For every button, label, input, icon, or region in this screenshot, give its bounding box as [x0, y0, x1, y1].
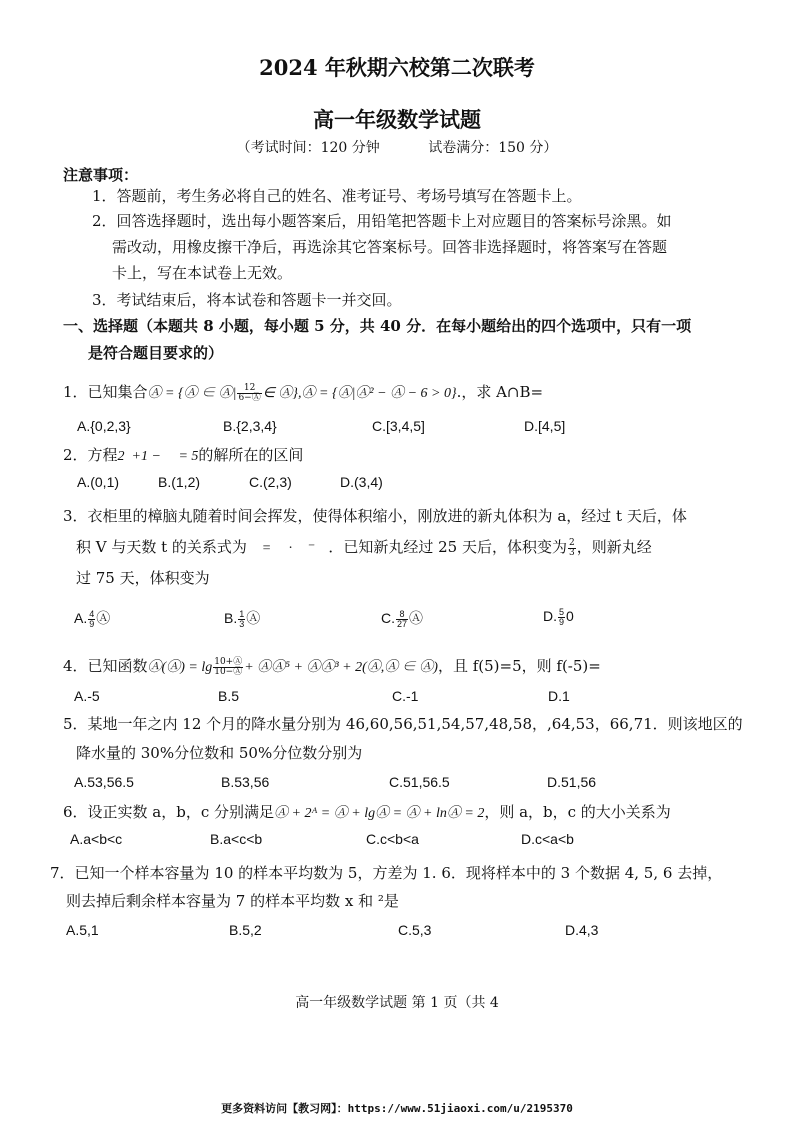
q1-frac-den: 6−Ⓐ [238, 392, 261, 403]
q1-frac-num: 12 [237, 384, 261, 394]
q3-opt-d-den: 9 [559, 617, 565, 627]
page-footer: 高一年级数学试题 第 1 页（共 4 [295, 995, 499, 1011]
q6-option-d: D.c<a<b [521, 831, 574, 847]
q4-option-b: B.5 [218, 688, 240, 704]
q3-opt-b-tail: Ⓐ [246, 610, 261, 626]
q6-option-a: A.a<b<c [70, 831, 123, 847]
q4-option-d: D.1 [548, 688, 570, 704]
q3-option-a [74, 608, 110, 629]
exam-subtitle: 高一年级数学试题 [313, 107, 481, 132]
q3-opt-c-den: 27 [397, 618, 408, 629]
q1-suffix: .，求 A∩B= [456, 383, 544, 401]
q5-option-b: B.53,56 [221, 774, 270, 790]
q3-opt-b-label: B. [224, 610, 238, 626]
q4-fraction [213, 658, 243, 677]
notice-item: 2．回答选择题时，选出每小题答案后，用铅笔把答题卡上对应题目的答案标号涂黑。如 [92, 212, 672, 230]
q2-suffix: 的解所在的区间 [198, 446, 304, 464]
q1-option-c: C.[3,4,5] [372, 418, 425, 434]
question-3: 3．衣柜里的樟脑丸随着时间会挥发，使得体积缩小，刚放进的新丸体积为 a，经过 t 天后，体 [63, 507, 687, 525]
question-2 [63, 444, 303, 465]
q3-opt-c-num: 8 [396, 610, 408, 620]
q1-option-a: A.{0,2,3} [77, 418, 131, 434]
q7-option-d: D.4,3 [565, 922, 599, 938]
q3-option-b [224, 608, 260, 629]
q3-frac-den: 3 [568, 547, 575, 558]
q3-text-c: ，则新丸经 [576, 538, 652, 556]
q4-frac-den: 10−Ⓐ [214, 666, 243, 677]
q3-opt-a-num: 4 [89, 608, 95, 619]
q3-opt-b-den: 3 [239, 618, 245, 629]
q3-opt-c-frac [396, 610, 408, 629]
q3-fraction [568, 539, 576, 558]
exam-time: （考试时间：120 分钟 [236, 140, 380, 156]
q6-prefix: 6．设正实数 a，b，c 分别满足 [63, 803, 275, 821]
q6-option-b: B.a<c<b [210, 831, 263, 847]
q3-opt-c-tail: Ⓐ [409, 610, 424, 626]
q2-option-c: C.(2,3) [249, 474, 292, 490]
q2-math: 2 +1 − = 5 [117, 449, 199, 464]
q3-math: = · ⁻ [261, 541, 314, 556]
q3-opt-d-num: 5 [559, 607, 565, 617]
q3-opt-d-frac [558, 608, 565, 627]
q7-option-b: B.5,2 [229, 922, 262, 938]
notice-item: 卡上，写在本试卷上无效。 [112, 264, 293, 282]
q4-math-b: + ⒶⒶ⁵ + ⒶⒶ³ + 2(Ⓐ,Ⓐ ∈ Ⓐ) [244, 660, 438, 675]
q5-option-c: C.51,56.5 [389, 774, 450, 790]
q5-option-a: A.53,56.5 [74, 774, 134, 790]
q3-opt-c-label: C. [381, 610, 395, 626]
q3-opt-d-label: D. [543, 608, 557, 625]
notice-item: 3．考试结束后，将本试卷和答题卡一并交回。 [92, 291, 402, 309]
q4-option-c: C.-1 [392, 688, 419, 704]
q4-frac-num: 10+Ⓐ [214, 656, 243, 667]
exam-title: 2024 年秋期六校第二次联考 [259, 55, 535, 80]
q5-option-d: D.51,56 [547, 774, 597, 790]
question-3-line2 [76, 536, 652, 558]
q1-prefix: 1．已知集合 [63, 383, 148, 401]
q7-option-a: A.5,1 [66, 922, 99, 938]
q4-prefix: 4．已知函数 [63, 657, 148, 675]
exam-info [0, 137, 794, 157]
notice-item: 需改动，用橡皮擦干净后，再选涂其它答案标号。回答非选择题时，将答案写在答题 [112, 238, 668, 256]
notice-item: 1．答题前，考生务必将自己的姓名、准考证号、考场号填写在答题卡上。 [92, 187, 582, 205]
q4-suffix: ，且 f(5)=5，则 f(-5)= [437, 657, 601, 675]
q4-math-a: Ⓐ(Ⓐ) = lg [147, 660, 213, 675]
resource-link[interactable]: 更多资料访问【教习网】：https://www.51jiaoxi.com/u/2195370 [221, 1102, 573, 1115]
question-5: 5．某地一年之内 12 个月的降水量分别为 46,60,56,51,54,57,48,58，,64,53，66,71．则该地区的 [63, 715, 743, 733]
q3-text-a: 积 V 与天数 t 的关系式为 [76, 538, 247, 556]
q1-math-a: Ⓐ = {Ⓐ ∈ Ⓐ| [147, 386, 237, 401]
question-6 [63, 801, 671, 822]
q3-option-c [381, 608, 423, 629]
q4-option-a: A.-5 [74, 688, 100, 704]
q2-option-a: A.(0,1) [77, 474, 120, 490]
q3-opt-a-frac [88, 610, 95, 629]
question-1 [63, 381, 543, 403]
q6-option-c: C.c<b<a [366, 831, 419, 847]
question-3-line3: 过 75 天，体积变为 [76, 569, 210, 587]
q3-opt-b-num: 1 [239, 608, 245, 619]
section-heading-cont: 是符合题目要求的） [88, 344, 224, 362]
question-5-line2: 降水量的 30%分位数和 50%分位数分别为 [76, 744, 363, 762]
exam-score: 试卷满分：150 分） [428, 140, 558, 156]
question-4 [63, 655, 601, 677]
q3-opt-b-frac [238, 610, 245, 629]
q1-option-d: D.[4,5] [524, 418, 566, 434]
q2-text: 2．方程 [63, 446, 118, 464]
q3-opt-a-den: 9 [89, 618, 95, 629]
q6-suffix: ，则 a，b，c 的大小关系为 [484, 803, 671, 821]
section-heading: 一、选择题（本题共 8 小题，每小题 5 分，共 40 分．在每小题给出的四个选项中，只有一项 [63, 317, 692, 335]
q3-opt-d-tail: 0 [566, 608, 574, 625]
q2-option-b: B.(1,2) [158, 474, 201, 490]
q3-text-b: ．已知新丸经过 25 天后，体积变为 [328, 538, 567, 556]
question-7-line2: 则去掉后剩余样本容量为 7 的样本平均数 x 和 ²是 [66, 892, 399, 910]
q6-math: Ⓐ + 2ᴬ = Ⓐ + lgⒶ = Ⓐ + lnⒶ = 2 [274, 806, 485, 821]
q3-frac-num: 2 [568, 537, 575, 548]
question-7: 7．已知一个样本容量为 10 的样本平均数为 5，方差为 1. 6．现将样本中的 3 个数据 4, 5, 6 去掉， [50, 864, 723, 882]
q3-opt-a-tail: Ⓐ [96, 610, 111, 626]
q7-option-c: C.5,3 [398, 922, 432, 938]
q1-option-b: B.{2,3,4} [223, 418, 277, 434]
q3-option-d [543, 608, 574, 627]
q3-opt-a-label: A. [74, 610, 88, 626]
q2-option-d: D.(3,4) [340, 474, 383, 490]
q1-fraction [237, 384, 261, 403]
notice-heading: 注意事项： [63, 166, 139, 184]
q1-math-b: ∈ Ⓐ},Ⓐ = {Ⓐ|Ⓐ² − Ⓐ − 6 > 0} [262, 386, 457, 401]
